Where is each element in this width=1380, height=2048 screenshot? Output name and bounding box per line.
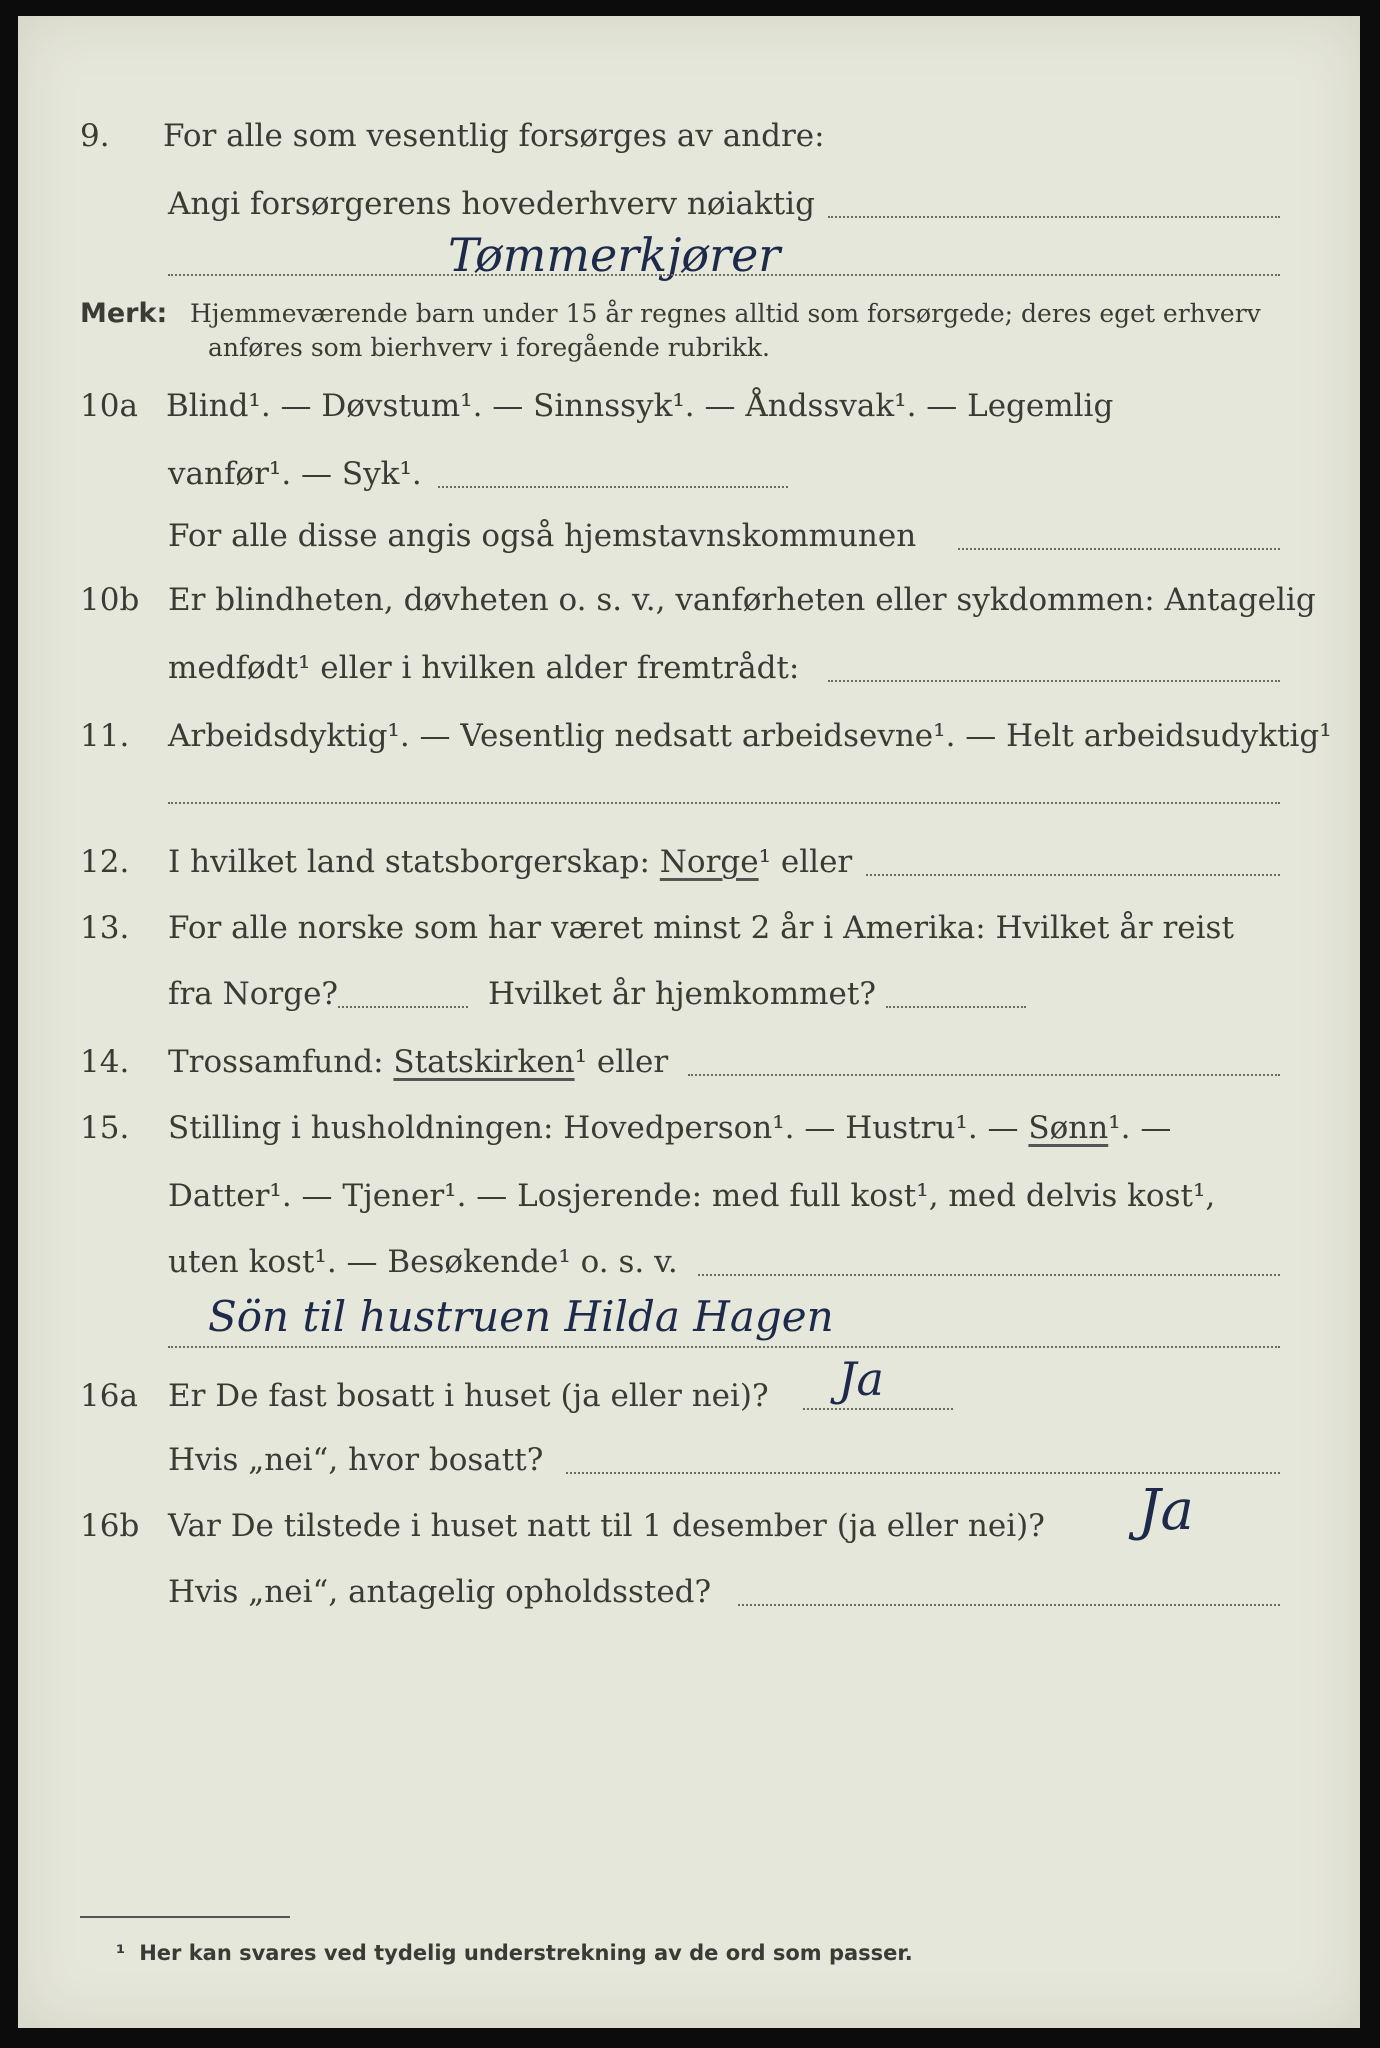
q16b-text-line2: Hvis „nei“, antagelig opholdssted?	[168, 1574, 712, 1610]
q12-number: 12.	[80, 844, 130, 880]
q14-text-post: ¹ eller	[574, 1044, 669, 1080]
merk-label: Merk:	[80, 298, 168, 329]
q15-text-line1a: Stilling i husholdningen: Hovedperson¹. — Hustru¹. —	[168, 1110, 1019, 1146]
q10b-text-line2: medfødt¹ eller i hvilken alder fremtrådt:	[168, 650, 800, 686]
q15-answer-line-2[interactable]	[168, 1346, 1280, 1348]
q14-underlined-answer: Statskirken	[393, 1044, 575, 1080]
q9-answer-line[interactable]	[828, 216, 1280, 218]
q13-text-line2a: fra Norge?	[168, 976, 339, 1012]
q15-number: 15.	[80, 1110, 130, 1146]
q15-underlined-answer: Sønn	[1028, 1110, 1109, 1146]
q16a-text-line2: Hvis „nei“, hvor bosatt?	[168, 1442, 544, 1478]
q15-handwritten-answer: Sön til hustruen Hilda Hagen	[208, 1292, 834, 1341]
q12-underlined-answer: Norge	[659, 844, 759, 880]
merk-text-line1: Hjemmeværende barn under 15 år regnes alltid som forsørgede; deres eget erhverv	[190, 299, 1261, 328]
q15-text-line3: uten kost¹. — Besøkende¹ o. s. v.	[168, 1244, 678, 1280]
q14-text-pre: Trossamfund:	[168, 1044, 384, 1080]
q13-text-line1: For alle norske som har været minst 2 år i Amerika: Hvilket år reist	[168, 910, 1234, 946]
q10b-text-line1: Er blindheten, døvheten o. s. v., vanførheten eller sykdommen: Antagelig	[168, 582, 1316, 618]
q15-answer-field[interactable]	[698, 1274, 1280, 1276]
q12-text-post: ¹ eller	[758, 844, 853, 880]
q16b-number: 16b	[80, 1508, 140, 1544]
footnote	[116, 1940, 913, 1966]
footnote-rule	[80, 1916, 290, 1918]
q10a-syk-field[interactable]	[438, 486, 788, 488]
q12-text-pre: I hvilket land statsborgerskap:	[168, 844, 650, 880]
q9-number: 9.	[80, 118, 110, 154]
q13-reist-field[interactable]	[338, 1006, 468, 1008]
q10b-number: 10b	[80, 582, 140, 618]
q10a-text-line3: For alle disse angis også hjemstavnskommunen	[168, 518, 917, 554]
q10a-number: 10a	[80, 388, 138, 424]
q11-number: 11.	[80, 718, 130, 754]
q11-text-line1: Arbeidsdyktig¹. — Vesentlig nedsatt arbeidsevne¹. — Helt arbeidsudyktig¹	[168, 718, 1332, 754]
q13-text-line2b: Hvilket år hjemkommet?	[488, 976, 876, 1012]
q11-answer-field[interactable]	[168, 802, 1280, 804]
q14-number: 14.	[80, 1044, 130, 1080]
merk-text-line2: anføres som bierhverv i foregående rubrikk.	[208, 333, 770, 362]
q16b-opholdssted-field[interactable]	[738, 1604, 1280, 1606]
q16a-handwritten-answer: Ja	[838, 1352, 884, 1406]
q14-answer-field[interactable]	[688, 1074, 1280, 1076]
q16a-answer-field[interactable]	[803, 1408, 953, 1410]
q14-text	[168, 1042, 668, 1082]
q16a-bosatt-field[interactable]	[566, 1472, 1280, 1474]
footnote-text: Her kan svares ved tydelig understrekning av de ord som passer.	[139, 1941, 913, 1965]
footnote-mark: ¹	[116, 1941, 126, 1965]
census-form-page	[18, 16, 1360, 2028]
q9-answer-line-2[interactable]	[168, 274, 1280, 276]
q13-hjemkommet-field[interactable]	[886, 1006, 1026, 1008]
q16b-text-line1: Var De tilstede i huset natt til 1 desember (ja eller nei)?	[168, 1508, 1045, 1544]
q15-text-line1c: ¹. —	[1108, 1110, 1172, 1146]
q13-number: 13.	[80, 910, 130, 946]
q15-text-line1	[168, 1108, 1171, 1148]
q10a-text-line2: vanfør¹. — Syk¹.	[168, 456, 422, 492]
q9-text-line1: For alle som vesentlig forsørges av andre:	[163, 118, 825, 154]
q16a-number: 16a	[80, 1378, 138, 1414]
q12-answer-field[interactable]	[866, 874, 1280, 876]
q10b-answer-field[interactable]	[828, 680, 1280, 682]
q10a-text-line1: Blind¹. — Døvstum¹. — Sinnssyk¹. — Åndssvak¹. — Legemlig	[166, 388, 1114, 424]
q12-text	[168, 842, 852, 882]
q9-text-line2: Angi forsørgerens hovederhverv nøiaktig	[168, 186, 815, 222]
q9-handwritten-answer: Tømmerkjører	[448, 228, 781, 282]
q16b-handwritten-answer: Ja	[1138, 1478, 1194, 1543]
q15-text-line2: Datter¹. — Tjener¹. — Losjerende: med full kost¹, med delvis kost¹,	[168, 1178, 1216, 1214]
q10a-hjemstavn-field[interactable]	[958, 548, 1280, 550]
q16a-text-line1: Er De fast bosatt i huset (ja eller nei)?	[168, 1378, 769, 1414]
